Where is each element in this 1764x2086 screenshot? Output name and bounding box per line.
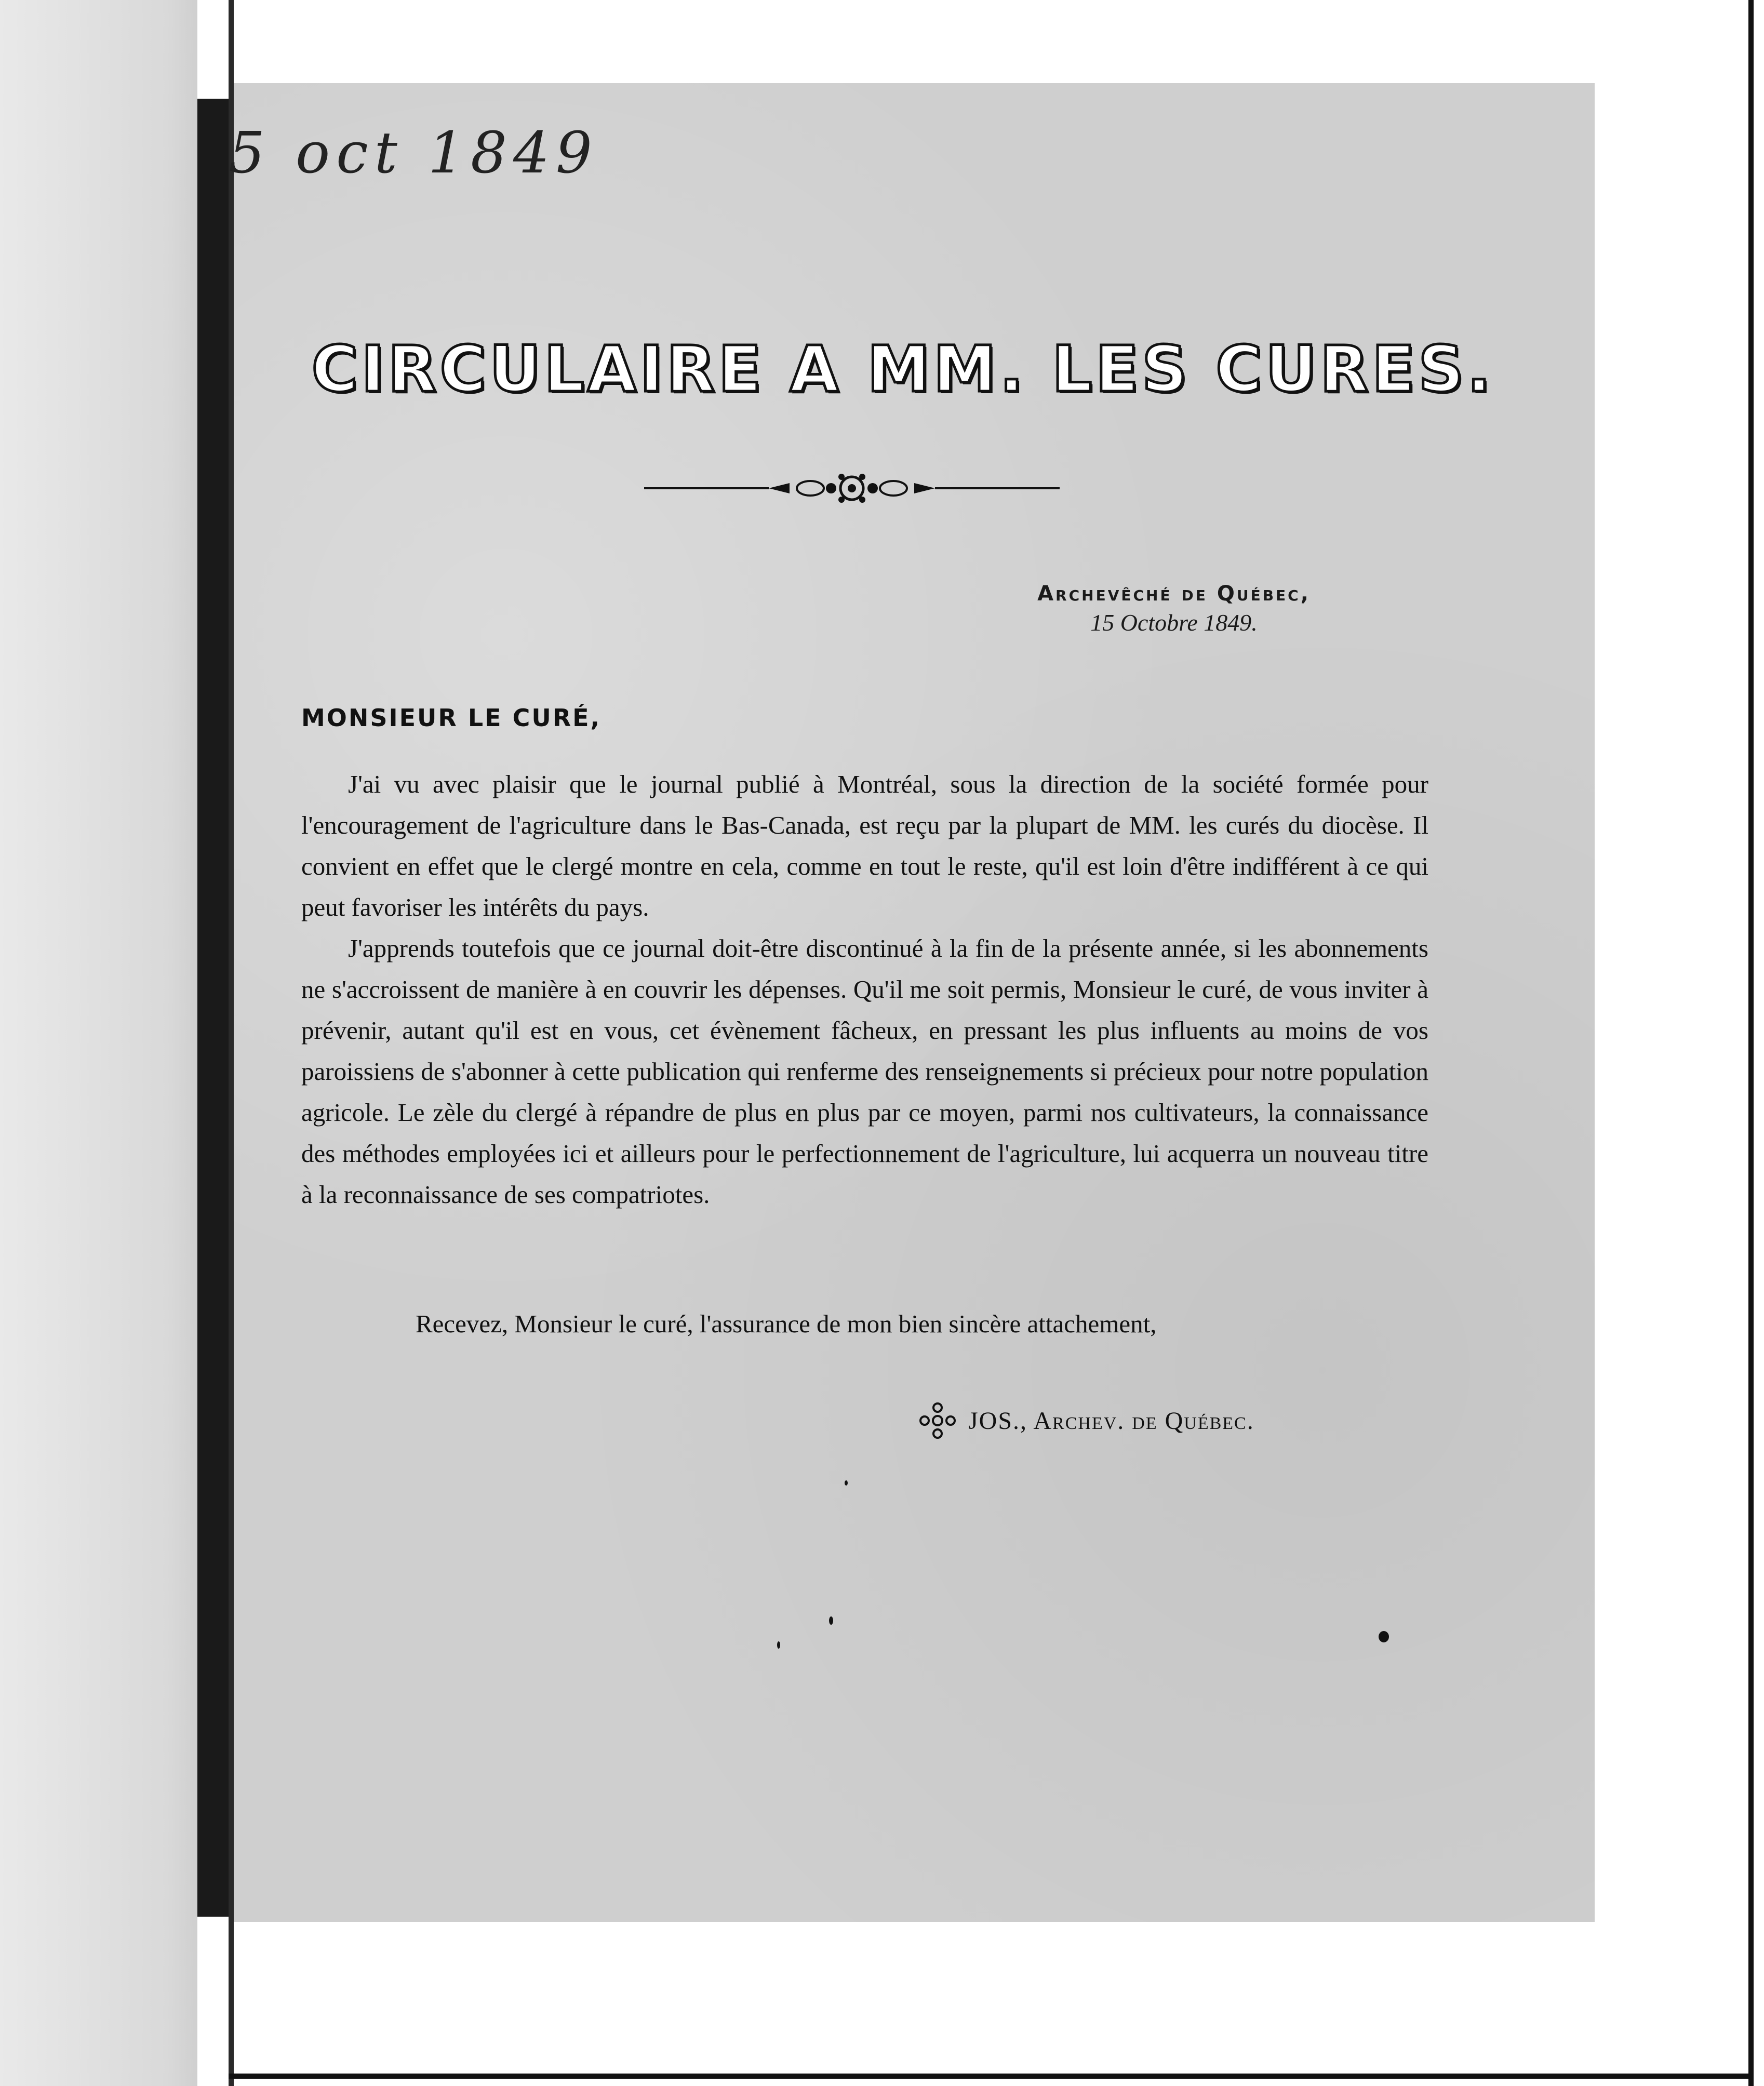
print-speck	[777, 1641, 780, 1649]
ornament-rule-icon	[644, 467, 1060, 509]
print-speck	[845, 1480, 848, 1486]
letter-body	[301, 764, 1428, 1215]
paragraph-1: J'ai vu avec plaisir que le journal publié à Montréal, sous la direction de la société formée pour l'encouragement de l'agriculture dans le Bas-Canada, est reçu par la plupart de MM. les curés du diocèse. Il convient en effet que le clergé montre en cela, comme en tout le reste, qu'il est loin d'être indifférent à ce qui peut favoriser les intérêts du pays.	[301, 770, 1428, 921]
handwritten-date-note: 5 oct 1849	[229, 119, 598, 186]
frame-left	[229, 0, 234, 2086]
closing-line: Recevez, Monsieur le curé, l'assurance de mon bien sincère attachement,	[416, 1309, 1157, 1338]
dateline-date: 15 Octobre 1849.	[1090, 609, 1258, 636]
dateline-place: Archevêché de Québec,	[1037, 582, 1311, 606]
signature-text: JOS., Archev. de Québec.	[968, 1407, 1254, 1435]
salutation: MONSIEUR LE CURÉ,	[301, 704, 602, 732]
document-title: CIRCULAIRE A MM. LES CURES.	[311, 332, 1494, 406]
episcopal-cross-icon	[919, 1402, 956, 1439]
signature-block	[919, 1402, 1254, 1439]
print-speck	[829, 1616, 833, 1625]
frame-right	[1748, 0, 1754, 2086]
frame-bottom	[229, 2074, 1754, 2079]
paragraph-2: J'apprends toutefois que ce journal doit-être discontinué à la fin de la présente année, si les abonnements ne s'accroissent de manière à en couvrir les dépenses. Qu'il me soit permis, Monsieur le curé, de vous inviter à prévenir, autant qu'il est en vous, cet évènement fâcheux, en pressant les plus influents au moins de vos paroissiens de s'abonner à cette publication qui renferme des renseignements si précieux pour notre population agricole. Le zèle du clergé à répandre de plus en plus par ce moyen, parmi nos cultivateurs, la connaissance des méthodes employées ici et ailleurs pour le perfectionnement de l'agriculture, lui acquerra un nouveau titre à la reconnaissance de ses compatriotes.	[301, 934, 1428, 1209]
print-speck	[1379, 1631, 1389, 1642]
scanner-margin	[0, 0, 197, 2086]
dateline	[1008, 582, 1340, 636]
